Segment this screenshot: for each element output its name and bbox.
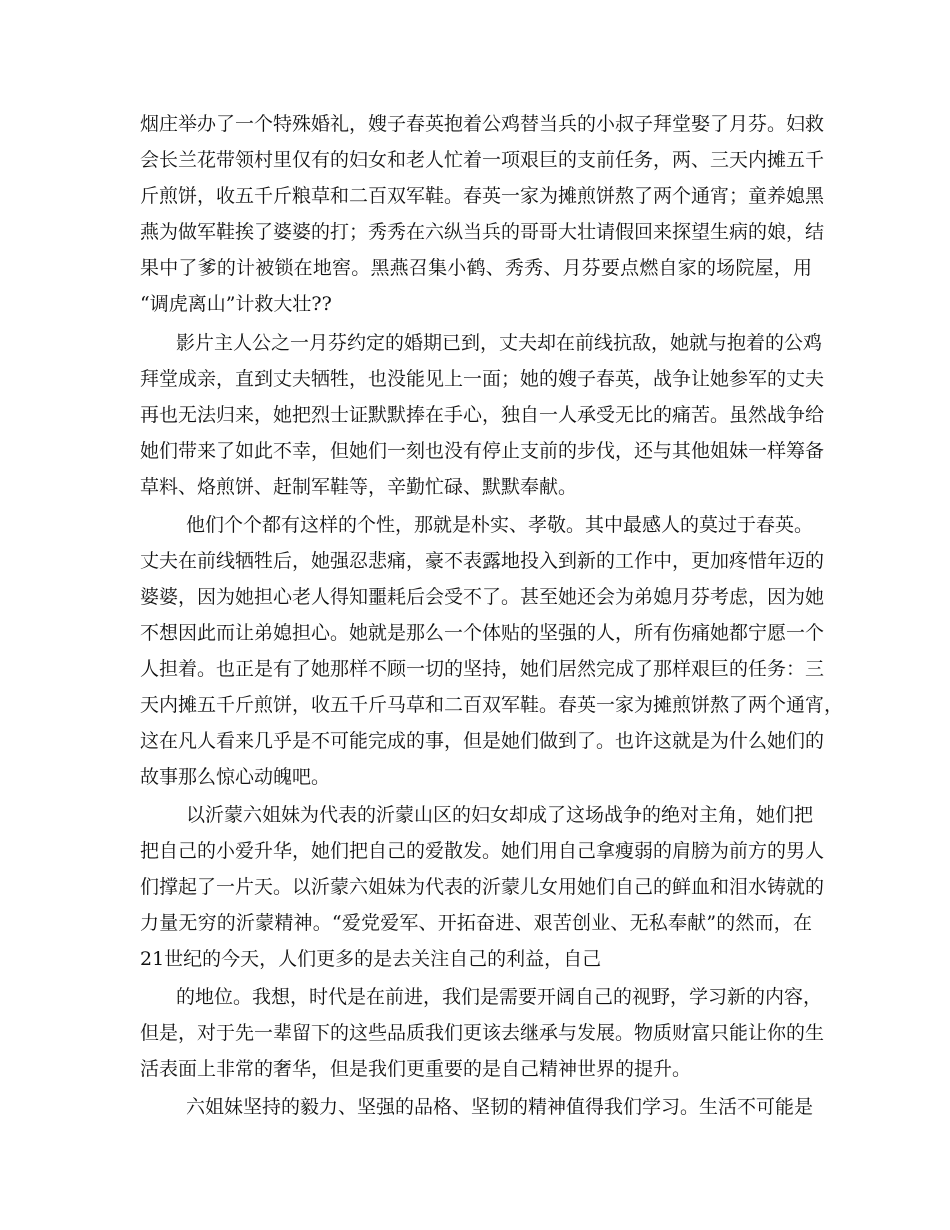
text-line: 力量无穷的沂蒙精神。“爱党爱军、开拓奋进、艰苦创业、无私奉献”的然而，在 xyxy=(140,912,812,934)
text-line: 烟庄举办了一个特殊婚礼，嫂子春英抱着公鸡替当兵的小叔子拜堂娶了月芬。妇救 xyxy=(140,113,825,135)
text-line: “调虎离山”计救大壮?? xyxy=(140,293,332,315)
text-line: 21世纪的今天，人们更多的是去关注自己的利益，自己 xyxy=(140,948,602,970)
text-line: 燕为做军鞋挨了婆婆的打；秀秀在六纵当兵的哥哥大壮请假回来探望生病的娘，结 xyxy=(140,221,825,243)
text-line: 斤煎饼，收五千斤粮草和二百双军鞋。春英一家为摊煎饼熬了两个通宵；童养媳黑 xyxy=(140,185,825,207)
text-line: 再也无法归来，她把烈士证默默捧在手心，独自一人承受无比的痛苦。虽然战争给 xyxy=(140,404,825,426)
text-line: 活表面上非常的奢华，但是我们更重要的是自己精神世界的提升。 xyxy=(140,1058,692,1080)
text-line: 拜堂成亲，直到丈夫牺牲，也没能见上一面；她的嫂子春英，战争让她参军的丈夫 xyxy=(140,368,825,390)
text-line: 丈夫在前线牺牲后，她强忍悲痛，豪不表露地投入到新的工作中，更加疼惜年迈的 xyxy=(140,550,825,572)
text-line: 天内摊五千斤煎饼，收五千斤马草和二百双军鞋。春英一家为摊煎饼熬了两个通宵， xyxy=(140,694,844,716)
text-line: 把自己的小爱升华，她们把自己的爱散发。她们用自己拿瘦弱的肩膀为前方的男人 xyxy=(140,840,825,862)
text-line: 这在凡人看来几乎是不可能完成的事，但是她们做到了。也许这就是为什么她们的 xyxy=(140,730,825,752)
text-line: 以沂蒙六姐妹为代表的沂蒙山区的妇女却成了这场战争的绝对主角，她们把 xyxy=(186,804,814,826)
text-line: 人担着。也正是有了她那样不顾一切的坚持，她们居然完成了那样艰巨的任务：三 xyxy=(140,658,825,680)
text-line: 草料、烙煎饼、赶制军鞋等，辛勤忙碌、默默奉献。 xyxy=(140,476,578,498)
text-line: 影片主人公之一月芬约定的婚期已到，丈夫却在前线抗敌，她就与抱着的公鸡 xyxy=(176,332,823,354)
text-line: 不想因此而让弟媳担心。她就是那么一个体贴的坚强的人，所有伤痛她都宁愿一个 xyxy=(140,622,825,644)
text-line: 但是，对于先一辈留下的这些品质我们更该去继承与发展。物质财富只能让你的生 xyxy=(140,1022,825,1044)
text-line: 婆婆，因为她担心老人得知噩耗后会受不了。甚至她还会为弟媳月芬考虑，因为她 xyxy=(140,586,825,608)
text-line: 们撑起了一片天。以沂蒙六姐妹为代表的沂蒙儿女用她们自己的鲜血和泪水铸就的 xyxy=(140,876,825,898)
text-line: 的地位。我想，时代是在前进，我们是需要开阔自己的视野，学习新的内容， xyxy=(176,986,823,1008)
text-line: 他们个个都有这样的个性，那就是朴实、孝敬。其中最感人的莫过于春英。 xyxy=(186,514,814,536)
text-line: 六姐妹坚持的毅力、坚强的品格、坚韧的精神值得我们学习。生活不可能是 xyxy=(186,1096,814,1118)
text-line: 果中了爹的计被锁在地窖。黑燕召集小鹤、秀秀、月芬要点燃自家的场院屋，用 xyxy=(140,257,812,279)
text-line: 会长兰花带领村里仅有的妇女和老人忙着一项艰巨的支前任务，两、三天内摊五千 xyxy=(140,149,825,171)
text-line: 故事那么惊心动魄吧。 xyxy=(140,766,331,788)
text-line: 她们带来了如此不幸，但她们一刻也没有停止支前的步伐，还与其他姐妹一样筹备 xyxy=(140,440,825,462)
